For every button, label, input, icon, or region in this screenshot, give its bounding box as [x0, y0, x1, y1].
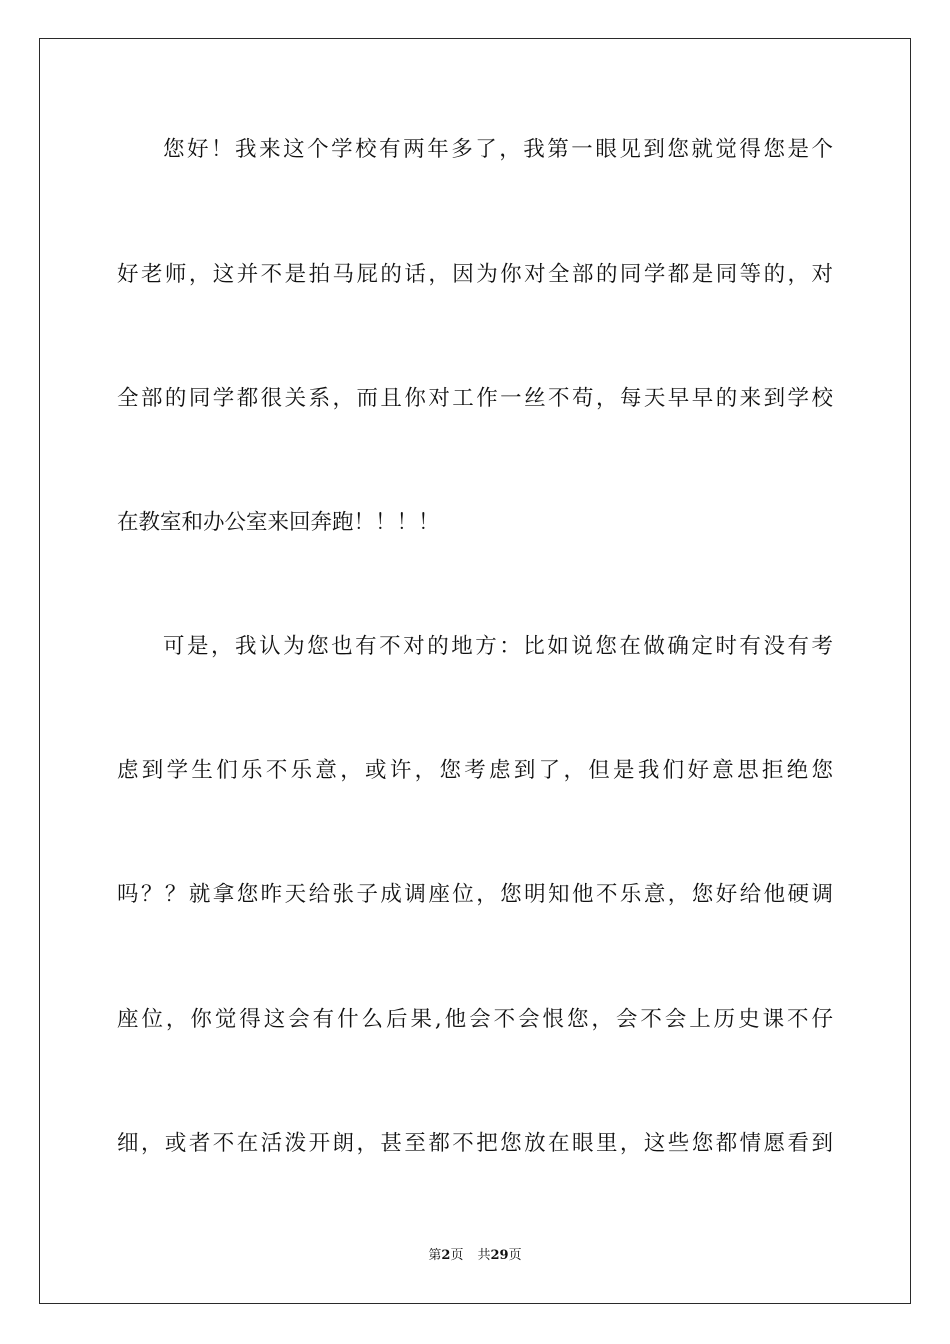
text-line: 在教室和办公室来回奔跑！！！！: [117, 510, 440, 535]
page-prefix: 第: [428, 1248, 442, 1263]
page-footer: [0, 1246, 950, 1266]
page-suffix: 页: [450, 1248, 464, 1263]
text-line: 吗？？就拿您昨天给张子成调座位，您明知他不乐意，您好给他硬调: [117, 882, 833, 907]
text-line: 细，或者不在活泼开朗，甚至都不把您放在眼里，这些您都情愿看到: [117, 1131, 833, 1156]
total-pages: 29: [490, 1248, 509, 1263]
total-suffix: 页: [508, 1248, 522, 1263]
text-line: 可是，我认为您也有不对的地方：比如说您在做确定时有没有考: [163, 634, 833, 659]
text-line: 好老师，这并不是拍马屁的话，因为你对全部的同学都是同等的，对: [117, 262, 833, 287]
text-line: 全部的同学都很关系，而且你对工作一丝不苟，每天早早的来到学校: [117, 386, 833, 411]
page-border: [39, 38, 911, 1304]
text-line: 座位，你觉得这会有什么后果,他会不会恨您，会不会上历史课不仔: [117, 1007, 833, 1032]
page-number: 2: [441, 1248, 451, 1263]
total-prefix: 共: [477, 1248, 491, 1263]
text-line: 您好！我来这个学校有两年多了，我第一眼见到您就觉得您是个: [163, 137, 833, 162]
text-line: 虑到学生们乐不乐意，或许，您考虑到了，但是我们好意思拒绝您: [117, 758, 833, 783]
